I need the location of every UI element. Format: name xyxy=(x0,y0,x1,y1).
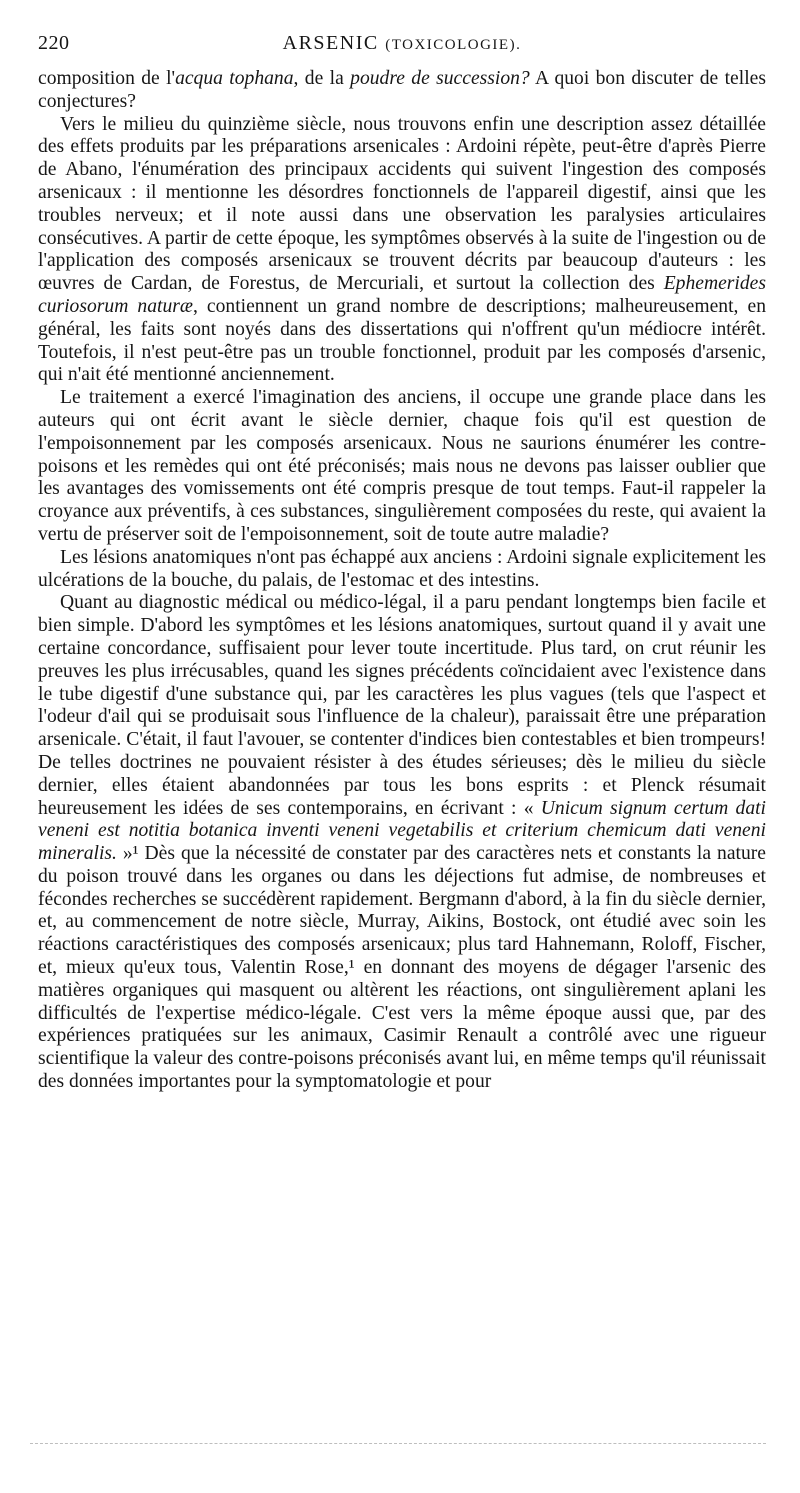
paragraph xyxy=(38,387,766,547)
text-segment: Le traitement a exercé l'imagination des anciens, il occupe une grande place dans les auteurs qui ont écrit avant le siècle dernier, chaque fois qu'il est question de l'empoisonnement par les composés arsenicaux. Nous ne saurions énumérer les contre-poisons et les remèdes qui ont été préconisés; mais nous ne devons pas laisser oublier que les avantages des vomissements ont été compris presque de tout temps. Faut-il rappeler la croyance aux préventifs, à ces substances, singulièrement composées du reste, qui avaient la vertu de préserver soit de l'empoisonnement, soit de toute autre maladie? xyxy=(38,387,766,545)
italic-text: Unicum signum certum dati veneni est notitia botanica inventi veneni vegetabilis et criterium chemicum dati veneni mineralis. xyxy=(38,797,766,865)
bottom-rule xyxy=(30,1443,766,1444)
text-segment: composition de l' xyxy=(38,68,176,89)
italic-text: acqua tophana xyxy=(175,68,294,89)
running-head xyxy=(38,28,766,68)
text-segment: Quant au diagnostic médical ou médico-légal, il a paru pendant longtemps bien facile et bien simple. D'abord les symptômes et les lésions anatomiques, surtout quand il y avait une certaine concordance, suffisaient pour lever toute incertitude. Plus tard, on crut réunir les preuves les plus irrécusables, quand les signes précédents coïncidaient avec l'existence dans le tube digestif d'une substance qui, par les caractères les plus vagues (tels que l'aspect et l'odeur d'ail qui se produisait sous l'influence de la chaleur), paraissait être une préparation arsenicale. C'était, il faut l'avouer, se contenter d'indices bien contestables et bien trompeurs! De telles doctrines ne pouvaient résister à des études sérieuses; dès le milieu du siècle dernier, elles étaient abandonnées par tous les bons esprits : et Plenck résumait heureusement les idées de ses contemporains, en écrivant : « xyxy=(38,592,766,819)
paragraph xyxy=(38,592,766,1094)
text-segment: Les lésions anatomiques n'ont pas échappé aux anciens : Ardoini signale explicitement les ulcérations de la bouche, du palais, de l'estomac et des intestins. xyxy=(38,546,766,591)
italic-text: Ephemerides curiosorum naturæ xyxy=(38,273,766,317)
paragraph xyxy=(38,68,766,114)
text-segment: Vers le milieu du quinzième siècle, nous trouvons enfin une description assez détaillée des effets produits par les préparations arsenicales : Ardoini répète, peut-être d'après Pierre de Abano, l'énumération des principaux accidents qui suivent l'ingestion des composés arsenicaux : il mentionne les désordres fonctionnels de l'appareil digestif, ainsi que les troubles nerveux; et il note aussi dans une observation les paralysies articulaires consécutives. A partir de cette époque, les symptômes observés à la suite de l'ingestion ou de l'application des composés arsenicaux se trouvent décrits par beaucoup d'auteurs : les œuvres de Cardan, de Forestus, de Mercuriali, et surtout la collection des xyxy=(38,113,766,295)
paragraph xyxy=(38,114,766,388)
running-title xyxy=(38,32,766,55)
running-title-main: ARSENIC xyxy=(282,32,379,54)
page-number: 220 xyxy=(38,32,70,54)
text-segment: A quoi bon discuter de telles conjectures? xyxy=(38,68,766,112)
text-segment: , contiennent un grand nombre de descriptions; malheureusement, en général, les faits sont noyés dans des dissertations qui n'offrent qu'un médiocre intérêt. Toutefois, il n'est peut-être pas un trouble fonctionnel, produit par les composés d'arsenic, qui n'ait été mentionné anciennement. xyxy=(38,295,767,386)
paragraph xyxy=(38,547,766,593)
text-segment: , de la xyxy=(293,68,351,89)
text-segment: »¹ Dès que la nécessité de constater par des caractères nets et constants la nature du poison trouvé dans les organes ou dans les déjections fut admise, de nombreuses et fécondes recherches se succédèrent rapidement. Bergmann d'abord, à la fin du siècle dernier, et, au commencement de notre siècle, Murray, Aikins, Bostock, ont étudié avec soin les réactions caractéristiques des composés arsenicaux; plus tard Hahnemann, Roloff, Fischer, et, mieux qu'eux tous, Valentin Rose,¹ en donnant des moyens de dégager l'arsenic des matières organiques qui masquent ou altèrent les réactions, ont singulièrement aplani les difficultés de l'expertise médico-légale. C'est vers la même époque aussi que, par des expériences pratiquées sur les animaux, Casimir Renault a contrôlé avec une rigueur scientifique la valeur des contre-poisons préconisés avant lui, en même temps qu'il réunissait des données importantes pour la symptomatologie et pour xyxy=(38,843,766,1093)
body-text xyxy=(38,68,766,1094)
italic-text: poudre de succession? xyxy=(350,68,530,89)
running-title-subtitle: (TOXICOLOGIE). xyxy=(385,37,522,53)
